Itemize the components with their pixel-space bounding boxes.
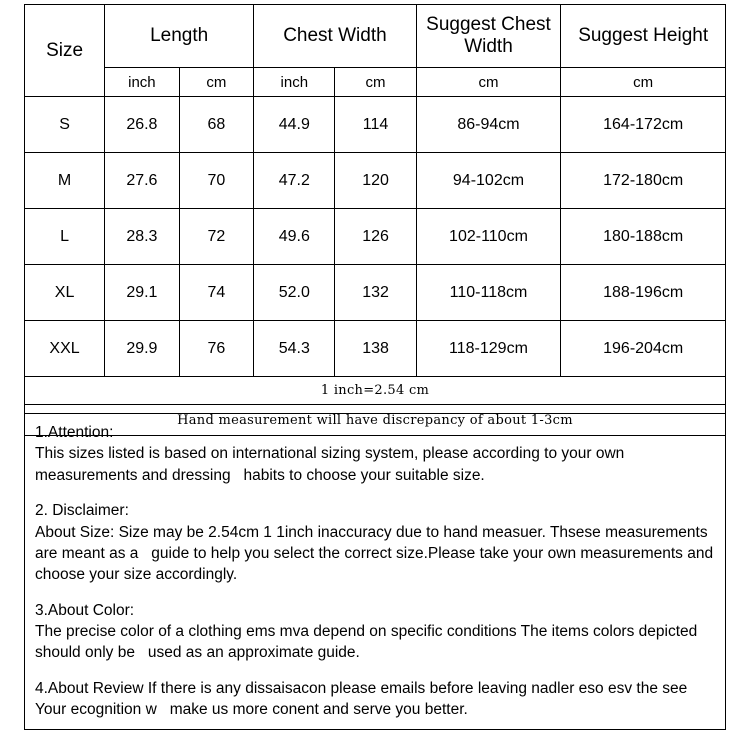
cell-length-cm: 68: [179, 97, 254, 153]
cell-chest-inch: 47.2: [254, 153, 335, 209]
size-chart-page: [0, 4, 750, 754]
spacer: [35, 486, 715, 500]
unit-length-cm: cm: [179, 68, 254, 97]
unit-chest-inch: inch: [254, 68, 335, 97]
table-header-row: [25, 5, 726, 68]
cell-chest-cm: 120: [335, 153, 416, 209]
cell-suggest-height: 164-172cm: [561, 97, 726, 153]
cell-length-cm: 70: [179, 153, 254, 209]
header-suggest-chest-width: Suggest Chest Width: [416, 5, 561, 68]
table-unit-row: [25, 68, 726, 97]
cell-length-cm: 76: [179, 321, 254, 377]
cell-size: S: [25, 97, 105, 153]
cell-chest-inch: 44.9: [254, 97, 335, 153]
table-row: [25, 153, 726, 209]
cell-length-inch: 28.3: [105, 209, 180, 265]
cell-chest-inch: 54.3: [254, 321, 335, 377]
spacer: [35, 586, 715, 600]
table-row: [25, 209, 726, 265]
cell-size: M: [25, 153, 105, 209]
disclaimer-body: About Size: Size may be 2.54cm 1 1inch inaccuracy due to hand measuer. Thsese measurements are meant as a guide to help you select the correct size.Please take your own measurements and choose your size accordingly.: [35, 523, 718, 584]
unit-length-inch: inch: [105, 68, 180, 97]
unit-chest-cm: cm: [335, 68, 416, 97]
table-row: [25, 97, 726, 153]
cell-suggest-height: 196-204cm: [561, 321, 726, 377]
table-row: [25, 321, 726, 377]
cell-suggest-height: 172-180cm: [561, 153, 726, 209]
discrepancy-note: Hand measurement will have discrepancy of about 1-3cm: [25, 405, 726, 436]
disclaimer-title: 2. Disclaimer:: [35, 502, 129, 520]
cell-suggest-height: 188-196cm: [561, 265, 726, 321]
cell-length-inch: 29.1: [105, 265, 180, 321]
cell-length-cm: 72: [179, 209, 254, 265]
conversion-note: 1 inch=2.54 cm: [25, 377, 726, 405]
cell-length-inch: 26.8: [105, 97, 180, 153]
cell-suggest-height: 180-188cm: [561, 209, 726, 265]
cell-chest-cm: 138: [335, 321, 416, 377]
cell-chest-inch: 49.6: [254, 209, 335, 265]
unit-suggest-height-cm: cm: [561, 68, 726, 97]
cell-suggest-chest: 110-118cm: [416, 265, 561, 321]
attention-body: This sizes listed is based on international sizing system, please according to your own measurements and dressing habits to choose your suitable size.: [35, 445, 629, 484]
review-body: 4.About Review If there is any dissaisacon please emails before leaving nadler eso esv the see Your ecognition w make us more conent and serve you better.: [35, 679, 692, 719]
spacer: [35, 664, 715, 678]
size-chart-table: [24, 4, 726, 436]
conversion-note-row: [25, 377, 726, 405]
cell-size: XL: [25, 265, 105, 321]
cell-suggest-chest: 86-94cm: [416, 97, 561, 153]
cell-size: XXL: [25, 321, 105, 377]
notes-block: [24, 413, 726, 730]
cell-suggest-chest: 118-129cm: [416, 321, 561, 377]
cell-length-inch: 29.9: [105, 321, 180, 377]
color-body: The precise color of a clothing ems mva depend on specific conditions The items colors depicted should only be used as an approximate guide.: [35, 623, 702, 662]
cell-suggest-chest: 94-102cm: [416, 153, 561, 209]
cell-suggest-chest: 102-110cm: [416, 209, 561, 265]
cell-chest-cm: 126: [335, 209, 416, 265]
unit-suggest-chest-cm: cm: [416, 68, 561, 97]
table-row: [25, 265, 726, 321]
cell-length-inch: 27.6: [105, 153, 180, 209]
cell-length-cm: 74: [179, 265, 254, 321]
color-title: 3.About Color:: [35, 601, 135, 619]
header-chest-width: Chest Width: [254, 5, 416, 68]
header-size: Size: [25, 5, 105, 97]
cell-chest-cm: 132: [335, 265, 416, 321]
cell-chest-cm: 114: [335, 97, 416, 153]
header-length: Length: [105, 5, 254, 68]
attention-title: 1.Attention:: [35, 424, 114, 441]
header-suggest-height: Suggest Height: [561, 5, 726, 68]
cell-chest-inch: 52.0: [254, 265, 335, 321]
cell-size: L: [25, 209, 105, 265]
